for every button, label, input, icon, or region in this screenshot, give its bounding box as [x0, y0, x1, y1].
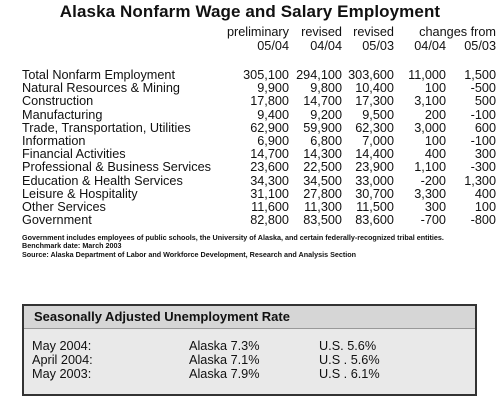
header-preliminary: preliminary [226, 24, 289, 39]
header-changes-from: changes from [419, 24, 496, 39]
header-revised-2: revised [353, 24, 394, 39]
row-value: 22,500 [303, 160, 342, 175]
table-row [22, 188, 496, 201]
row-value: 62,900 [250, 120, 289, 135]
header-date-0404: 04/04 [310, 38, 342, 53]
row-value: 14,700 [303, 94, 342, 109]
row-value: 100 [424, 134, 446, 149]
row-label: Total Nonfarm Employment [22, 68, 176, 83]
row-value: -100 [470, 134, 496, 149]
row-value: 10,400 [355, 81, 394, 96]
row-value: -700 [420, 213, 446, 228]
header-revised-1: revised [301, 24, 342, 39]
row-value: 7,000 [362, 134, 394, 149]
unemployment-date: April 2004: [32, 353, 93, 367]
row-label: Financial Activities [22, 147, 126, 162]
unemployment-date: May 2004: [32, 339, 92, 353]
row-value: 34,500 [303, 173, 342, 188]
row-value: -800 [470, 213, 496, 228]
row-label: Leisure & Hospitality [22, 186, 138, 201]
row-value: 500 [474, 94, 496, 109]
row-value: 300 [474, 147, 496, 162]
header-spacer [22, 39, 222, 53]
row-value: 17,300 [355, 94, 394, 109]
row-value: 6,900 [257, 134, 289, 149]
employment-table [22, 25, 496, 227]
unemployment-alaska: Alaska 7.1% [189, 353, 260, 367]
unemployment-alaska: Alaska 7.9% [189, 367, 260, 381]
row-value: 14,300 [303, 147, 342, 162]
table-row [22, 122, 496, 135]
row-value: 23,600 [250, 160, 289, 175]
row-value: 83,500 [303, 213, 342, 228]
row-value: 11,600 [251, 199, 289, 214]
row-value: 17,800 [250, 94, 289, 109]
unemployment-date: May 2003: [32, 367, 92, 381]
row-value: 14,700 [250, 147, 289, 162]
row-value: 200 [424, 107, 446, 122]
row-value: -200 [420, 173, 446, 188]
header-date-0504: 05/04 [257, 38, 289, 53]
row-value: -100 [470, 107, 496, 122]
row-value: 3,000 [414, 120, 446, 135]
row-value: 31,100 [250, 186, 289, 201]
row-value: 27,800 [303, 186, 342, 201]
row-value: 14,400 [355, 147, 394, 162]
unemployment-us: U.S . 6.1% [319, 367, 380, 381]
table-row [22, 109, 496, 122]
row-value: 1,300 [464, 173, 496, 188]
row-value: 100 [474, 199, 496, 214]
row-label: Manufacturing [22, 107, 103, 122]
header-spacer [22, 25, 222, 39]
row-value: 62,300 [355, 120, 394, 135]
row-value: 3,100 [414, 94, 446, 109]
header-change-0404: 04/04 [414, 38, 446, 53]
unemployment-row [24, 353, 475, 367]
row-value: 11,300 [304, 199, 342, 214]
table-row [22, 95, 496, 108]
row-value: 400 [424, 147, 446, 162]
row-value: 305,100 [243, 68, 289, 83]
row-value: 9,400 [257, 107, 289, 122]
row-value: 3,300 [414, 186, 446, 201]
unemployment-us: U.S. 5.6% [319, 339, 377, 353]
note-benchmark: Benchmark date: March 2003 [22, 241, 122, 251]
row-label: Trade, Transportation, Utilities [22, 120, 191, 135]
table-row [22, 135, 496, 148]
row-label: Natural Resources & Mining [22, 81, 180, 96]
unemployment-alaska: Alaska 7.3% [189, 339, 260, 353]
row-value: 300 [424, 199, 446, 214]
row-value: 294,100 [296, 68, 342, 83]
row-value: 11,000 [408, 68, 446, 83]
table-row [22, 201, 496, 214]
row-value: 11,500 [356, 199, 394, 214]
row-value: -500 [470, 81, 496, 96]
table-row [22, 82, 496, 95]
row-label: Other Services [22, 199, 106, 214]
row-label: Information [22, 134, 86, 149]
note-source: Source: Alaska Department of Labor and Workforce Development, Research and Analysis Section [22, 249, 357, 259]
row-value: 6,800 [310, 134, 342, 149]
row-label: Construction [22, 94, 94, 109]
header-row-2 [22, 39, 496, 53]
row-value: 82,800 [250, 213, 289, 228]
row-value: 30,700 [355, 186, 394, 201]
row-value: 1,500 [464, 68, 496, 83]
notes [22, 234, 482, 259]
table-row [22, 161, 496, 174]
unemployment-row [24, 339, 475, 353]
row-value: 1,100 [414, 160, 446, 175]
row-value: 9,200 [310, 107, 342, 122]
row-value: 23,900 [355, 160, 394, 175]
unemployment-row [24, 367, 475, 381]
header-change-0503: 05/03 [464, 38, 496, 53]
row-value: 9,500 [362, 107, 394, 122]
header-row-1 [22, 25, 496, 39]
row-value: 100 [424, 81, 446, 96]
row-value: 9,800 [310, 81, 342, 96]
row-value: 303,600 [348, 68, 394, 83]
row-label: Government [22, 213, 92, 228]
row-value: 59,900 [303, 120, 342, 135]
page-title: Alaska Nonfarm Wage and Salary Employment [59, 2, 441, 21]
table-row [22, 69, 496, 82]
note-government: Government includes employees of public schools, the University of Alaska, and certain federally-recognized tribal entities. [22, 233, 444, 242]
row-value: -300 [470, 160, 496, 175]
row-value: 33,000 [355, 173, 394, 188]
row-value: 600 [474, 120, 496, 135]
table-row [22, 148, 496, 161]
table-row [22, 175, 496, 188]
table-row [22, 214, 496, 227]
row-value: 9,900 [257, 81, 289, 96]
row-value: 83,600 [355, 213, 394, 228]
unemployment-box [22, 304, 477, 396]
row-value: 34,300 [250, 173, 289, 188]
row-label: Professional & Business Services [22, 160, 211, 175]
row-label: Education & Health Services [22, 173, 183, 188]
unemployment-title: Seasonally Adjusted Unemployment Rate [24, 306, 475, 329]
row-value: 400 [474, 186, 496, 201]
header-date-0503: 05/03 [362, 38, 394, 53]
unemployment-us: U.S . 5.6% [319, 353, 380, 367]
